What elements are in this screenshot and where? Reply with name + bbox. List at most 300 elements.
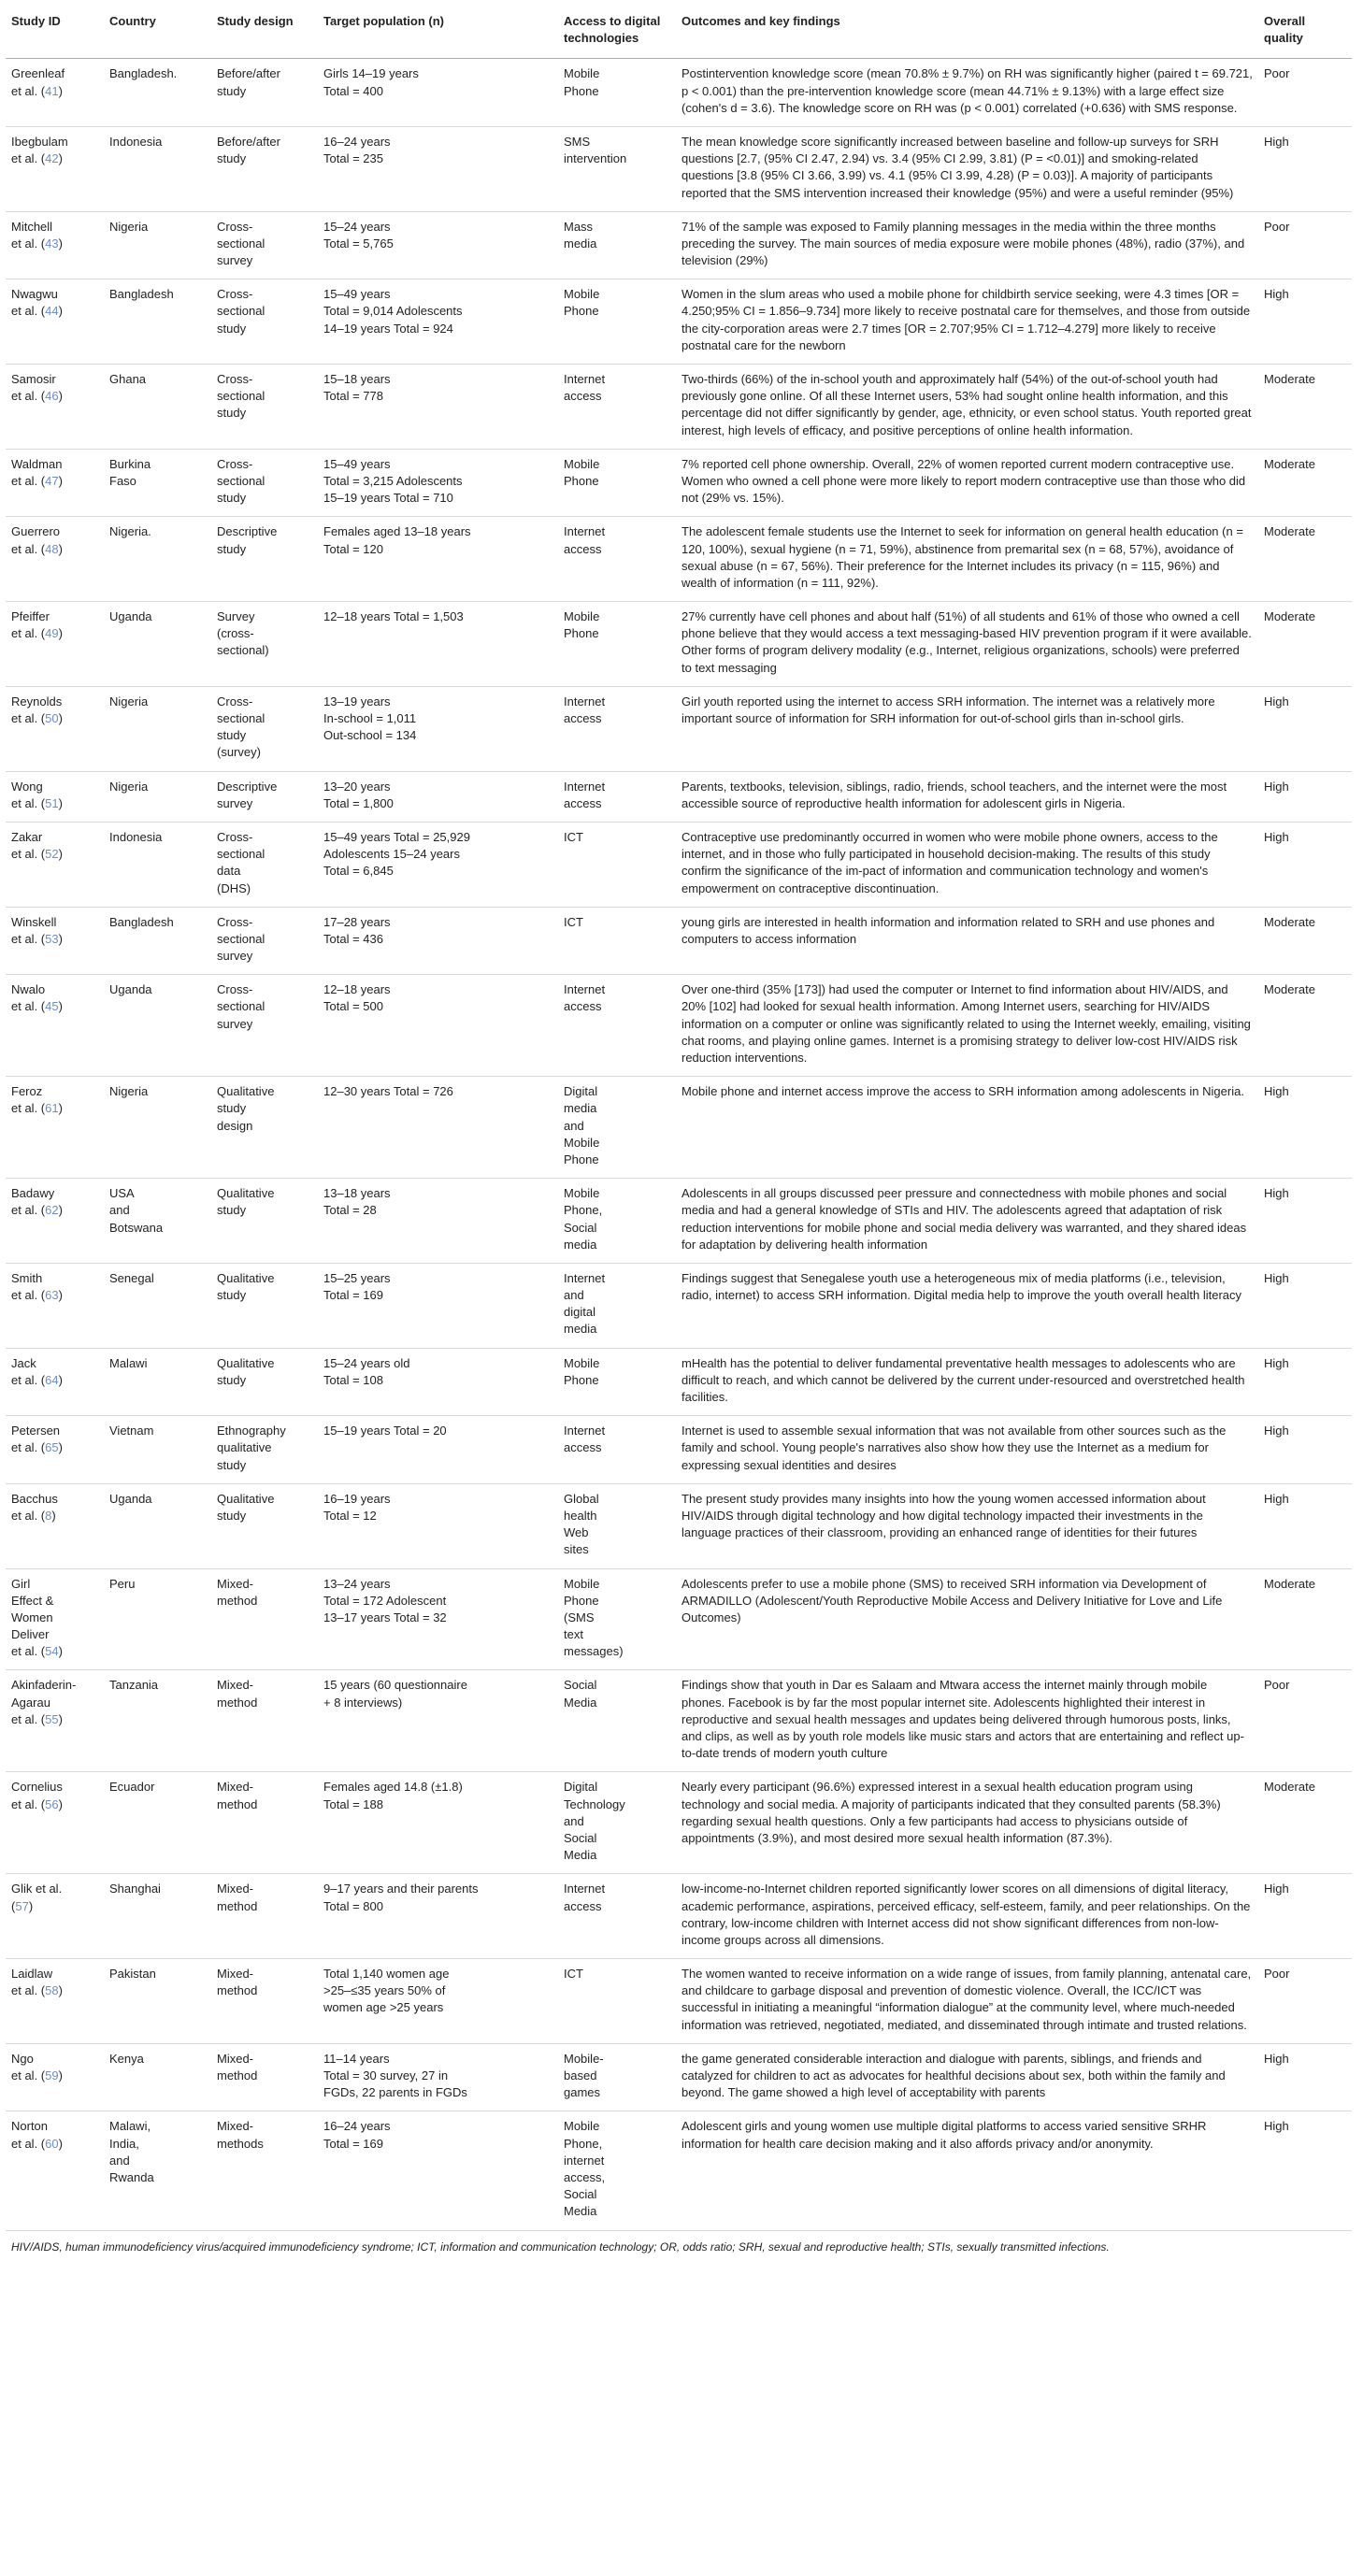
study-id-text: Petersen xyxy=(11,1424,61,1438)
access-cell-line: Phone xyxy=(564,304,599,319)
target-population-cell-line: 9–17 years and their parents xyxy=(323,1882,479,1896)
study-id-text: et al. ( xyxy=(11,304,46,319)
access-cell xyxy=(558,365,676,450)
study-id-line xyxy=(11,1100,98,1117)
study-id-text: et al. ( xyxy=(11,473,46,488)
country-cell xyxy=(104,1179,211,1264)
study-design-cell-line: Cross- xyxy=(217,694,253,708)
table-row xyxy=(6,1077,1352,1179)
study-design-cell-line: Qualitative xyxy=(217,1084,275,1099)
column-header-access: Access to digital technologies xyxy=(558,0,676,59)
table-row xyxy=(6,975,1352,1077)
outcomes-findings-cell: Girl youth reported using the internet to access SRH information. The internet was a relatively more important source of information for SRH information for out-of-school girls than in-school girls. xyxy=(676,686,1258,771)
study-id-text: et al. ( xyxy=(11,931,46,946)
reference-close-paren: ) xyxy=(58,541,63,556)
access-cell-line: Technology xyxy=(564,1796,625,1811)
reference-close-paren: ) xyxy=(58,711,63,725)
reference-close-paren: ) xyxy=(58,931,63,946)
overall-quality-cell: High xyxy=(1258,1874,1352,1959)
target-population-cell-line: Total = 169 xyxy=(323,2136,383,2151)
target-population-cell-line: In-school = 1,011 xyxy=(323,711,417,725)
reference-link[interactable]: 50 xyxy=(45,711,59,725)
study-id-text: et al. ( xyxy=(11,1288,46,1303)
reference-link[interactable]: 55 xyxy=(45,1711,59,1726)
access-cell-line: ICT xyxy=(564,914,583,929)
access-cell-line: Phone xyxy=(564,473,599,488)
study-id-line xyxy=(11,134,98,150)
study-id-cell xyxy=(6,1416,104,1484)
study-design-cell xyxy=(211,59,318,127)
country-cell-line: Uganda xyxy=(109,609,152,624)
country-cell-line: Shanghai xyxy=(109,1882,161,1896)
study-id-cell xyxy=(6,975,104,1077)
study-design-cell xyxy=(211,822,318,907)
target-population-cell-line: 17–28 years xyxy=(323,914,391,929)
country-cell-line: Nigeria xyxy=(109,694,149,708)
country-cell xyxy=(104,907,211,975)
study-id-line xyxy=(11,846,98,863)
target-population-cell-line: 15–18 years xyxy=(323,372,391,386)
study-id-text: Greenleaf xyxy=(11,66,65,81)
study-design-cell-line: study xyxy=(217,1457,247,1472)
target-population-cell-line: Total = 9,014 Adolescents xyxy=(323,304,463,319)
study-id-line xyxy=(11,1711,98,1728)
study-id-text: et al. ( xyxy=(11,236,46,250)
overall-quality-cell: High xyxy=(1258,279,1352,365)
study-id-text: Pfeiffer xyxy=(11,609,50,624)
study-id-cell xyxy=(6,1772,104,1874)
reference-close-paren: ) xyxy=(58,1711,63,1726)
study-id-text: Feroz xyxy=(11,1084,43,1099)
access-cell-line: Global xyxy=(564,1491,599,1506)
reference-close-paren: ) xyxy=(58,304,63,319)
target-population-cell xyxy=(318,975,558,1077)
study-design-cell-line: method xyxy=(217,1898,258,1913)
study-id-line xyxy=(11,779,98,795)
reference-link[interactable]: 64 xyxy=(45,1372,59,1387)
study-id-line xyxy=(11,65,98,82)
country-cell xyxy=(104,822,211,907)
study-design-cell-line: survey xyxy=(217,253,253,268)
table-row xyxy=(6,1568,1352,1670)
country-cell-line: Ghana xyxy=(109,372,147,386)
access-cell-line: Media xyxy=(564,1848,597,1863)
study-id-line xyxy=(11,1439,98,1456)
access-cell-line: Internet xyxy=(564,982,606,997)
access-cell xyxy=(558,1348,676,1416)
country-cell-line: Nigeria. xyxy=(109,524,151,539)
study-design-cell-line: study xyxy=(217,1203,247,1218)
country-cell-line: Tanzania xyxy=(109,1678,159,1693)
reference-link[interactable]: 8 xyxy=(45,1508,52,1523)
reference-close-paren: ) xyxy=(58,1101,63,1116)
access-cell-line: access xyxy=(564,711,602,725)
study-id-cell xyxy=(6,1077,104,1179)
study-id-line xyxy=(11,388,98,405)
study-id-line xyxy=(11,1796,98,1813)
study-design-cell-line: (cross- xyxy=(217,626,254,641)
target-population-cell-line: Total = 800 xyxy=(323,1898,383,1913)
study-id-line xyxy=(11,1508,98,1524)
study-id-text: Smith xyxy=(11,1270,43,1285)
reference-close-paren: ) xyxy=(58,1983,63,1998)
study-id-cell xyxy=(6,211,104,279)
country-cell-line: USA xyxy=(109,1186,135,1201)
overall-quality-cell: Poor xyxy=(1258,1959,1352,2044)
country-cell-line: Bangladesh xyxy=(109,914,174,929)
reference-close-paren: ) xyxy=(58,1796,63,1811)
study-id-line xyxy=(11,303,98,320)
access-cell-line: Digital xyxy=(564,1084,598,1099)
outcomes-findings-cell: 7% reported cell phone ownership. Overall, 22% of women reported current modern contraceptive use. Women who owned a cell phone were more likely to report modern contraceptive use than those who did not (29% vs. 15%). xyxy=(676,449,1258,517)
target-population-cell-line: Total = 6,845 xyxy=(323,864,394,879)
access-cell xyxy=(558,907,676,975)
study-design-cell xyxy=(211,449,318,517)
study-design-cell xyxy=(211,517,318,602)
study-id-text: Akinfaderin- xyxy=(11,1678,77,1693)
country-cell-line: Senegal xyxy=(109,1270,154,1285)
study-design-cell-line: methods xyxy=(217,2136,264,2151)
table-row xyxy=(6,907,1352,975)
target-population-cell-line: Out-school = 134 xyxy=(323,728,417,743)
outcomes-findings-cell: 27% currently have cell phones and about half (51%) of all students and 61% of those who owned a cell phone believe that they would access a text messaging-based HIV prevention program if it were available. Other forms of program delivery modality (e.g., Internet, religious organizations, schools) were preferred to text messaging xyxy=(676,602,1258,687)
study-design-cell-line: study xyxy=(217,491,247,506)
study-id-text: Bacchus xyxy=(11,1491,58,1506)
study-id-line xyxy=(11,795,98,812)
target-population-cell xyxy=(318,1348,558,1416)
country-cell xyxy=(104,1772,211,1874)
target-population-cell-line: Total = 108 xyxy=(323,1372,383,1387)
outcomes-findings-cell: Findings suggest that Senegalese youth use a heterogeneous mix of media platforms (i.e., television, radio, internet) to access SRH information. Digital media help to improve the youth overall health literacy xyxy=(676,1263,1258,1348)
reference-close-paren: ) xyxy=(58,2136,63,2151)
study-id-line xyxy=(11,1491,98,1508)
reference-close-paren: ) xyxy=(58,1203,63,1218)
access-cell-line: access xyxy=(564,389,602,404)
study-id-line xyxy=(11,523,98,540)
study-id-line xyxy=(11,1593,98,1610)
target-population-cell-line: 15–24 years xyxy=(323,219,391,234)
target-population-cell-line: 15–49 years xyxy=(323,287,391,302)
target-population-cell xyxy=(318,1874,558,1959)
study-design-cell-line: Cross- xyxy=(217,982,253,997)
outcomes-findings-cell: The adolescent female students use the Internet to seek for information on general health education (n = 120, 100%), sexual hygiene (n = 71, 59%), abstinence from premarital sex (n = 68, 57%), avoidance of sexual abuse (n = 67, 56%). Their preference for the Internet includes its privacy (n = 115, 96%) and wealth of information (n = 111, 92%). xyxy=(676,517,1258,602)
study-id-line xyxy=(11,1270,98,1287)
access-cell xyxy=(558,975,676,1077)
target-population-cell-line: 15–49 years xyxy=(323,456,391,471)
study-id-cell xyxy=(6,771,104,822)
study-design-cell-line: Qualitative xyxy=(217,1491,275,1506)
overall-quality-cell: High xyxy=(1258,1077,1352,1179)
study-design-cell-line: survey xyxy=(217,1016,253,1031)
country-cell xyxy=(104,1348,211,1416)
study-id-line xyxy=(11,1355,98,1372)
study-design-cell xyxy=(211,1483,318,1568)
study-id-text: et al. ( xyxy=(11,847,46,862)
study-design-cell-line: Mixed- xyxy=(217,2119,254,2134)
study-id-cell xyxy=(6,2043,104,2111)
reference-close-paren: ) xyxy=(58,83,63,98)
access-cell-line: Mobile xyxy=(564,1186,600,1201)
access-cell-line: Mobile xyxy=(564,2119,600,2134)
study-design-cell-line: data xyxy=(217,864,241,879)
reference-close-paren: ) xyxy=(58,1288,63,1303)
study-id-line xyxy=(11,1966,98,1982)
study-id-cell xyxy=(6,126,104,211)
study-id-cell xyxy=(6,1568,104,1670)
target-population-cell xyxy=(318,1568,558,1670)
target-population-cell-line: Total = 1,800 xyxy=(323,795,394,810)
target-population-cell-line: + 8 interviews) xyxy=(323,1695,403,1710)
overall-quality-cell: High xyxy=(1258,1179,1352,1264)
overall-quality-cell: Moderate xyxy=(1258,975,1352,1077)
study-id-text: Women xyxy=(11,1610,53,1624)
study-id-cell xyxy=(6,822,104,907)
access-cell-line: and xyxy=(564,1118,584,1133)
reference-link[interactable]: 45 xyxy=(45,999,59,1014)
access-cell-line: Phone, xyxy=(564,2136,603,2151)
reference-link[interactable]: 43 xyxy=(45,236,59,250)
access-cell-line: based xyxy=(564,2068,597,2082)
target-population-cell-line: Total 1,140 women age xyxy=(323,1967,450,1982)
target-population-cell xyxy=(318,59,558,127)
study-id-cell xyxy=(6,449,104,517)
target-population-cell-line: 16–24 years xyxy=(323,2119,391,2134)
reference-link[interactable]: 65 xyxy=(45,1440,59,1455)
access-cell xyxy=(558,1772,676,1874)
study-id-line xyxy=(11,998,98,1015)
reference-link[interactable]: 48 xyxy=(45,541,59,556)
study-design-cell-line: sectional xyxy=(217,931,265,946)
study-id-line xyxy=(11,1423,98,1439)
study-id-line xyxy=(11,608,98,625)
reference-link[interactable]: 42 xyxy=(45,151,59,166)
target-population-cell xyxy=(318,211,558,279)
target-population-cell-line: 15–25 years xyxy=(323,1270,391,1285)
study-id-cell xyxy=(6,517,104,602)
study-id-text: et al. ( xyxy=(11,541,46,556)
study-design-cell-line: sectional) xyxy=(217,643,269,658)
country-cell xyxy=(104,59,211,127)
study-design-cell-line: design xyxy=(217,1118,253,1133)
target-population-cell-line: 11–14 years xyxy=(323,2051,390,2066)
study-id-text: Deliver xyxy=(11,1627,50,1642)
study-id-line xyxy=(11,1202,98,1219)
overall-quality-cell: High xyxy=(1258,771,1352,822)
study-id-line xyxy=(11,1576,98,1593)
reference-close-paren: ) xyxy=(58,795,63,810)
study-design-cell-line: qualitative xyxy=(217,1440,272,1455)
reference-link[interactable]: 53 xyxy=(45,931,59,946)
country-cell-line: Indonesia xyxy=(109,134,163,149)
outcomes-findings-cell: Internet is used to assemble sexual information that was not available from other sources such as the family and school. Young people's narratives also show how they use the Internet as a medium for expressing sexual identities and desires xyxy=(676,1416,1258,1484)
study-id-line xyxy=(11,1610,98,1626)
study-id-line xyxy=(11,1185,98,1202)
reference-link[interactable]: 58 xyxy=(45,1983,59,1998)
study-id-line xyxy=(11,829,98,846)
study-design-cell xyxy=(211,1179,318,1264)
study-id-text: Waldman xyxy=(11,456,63,471)
reference-link[interactable]: 56 xyxy=(45,1796,59,1811)
study-design-cell xyxy=(211,1568,318,1670)
reference-link[interactable]: 63 xyxy=(45,1288,59,1303)
table-row xyxy=(6,2111,1352,2230)
outcomes-findings-cell: 71% of the sample was exposed to Family planning messages in the media within the three months preceding the survey. The main sources of media exposure were mobile phones (48%), radio (37%), and television (29%) xyxy=(676,211,1258,279)
target-population-cell-line: 13–24 years xyxy=(323,1576,391,1591)
study-id-text: et al. ( xyxy=(11,1440,46,1455)
access-cell-line: SMS xyxy=(564,134,591,149)
access-cell-line: games xyxy=(564,2085,601,2100)
reference-close-paren: ) xyxy=(58,473,63,488)
access-cell-line: Mobile xyxy=(564,1576,600,1591)
study-design-cell xyxy=(211,1416,318,1484)
study-design-cell-line: method xyxy=(217,1593,258,1608)
target-population-cell xyxy=(318,1959,558,2044)
study-design-cell-line: method xyxy=(217,1695,258,1710)
column-header-outcomes: Outcomes and key findings xyxy=(676,0,1258,59)
study-design-cell xyxy=(211,1263,318,1348)
reference-link[interactable]: 57 xyxy=(15,1898,29,1913)
country-cell-line: Uganda xyxy=(109,1491,152,1506)
study-design-cell-line: Cross- xyxy=(217,914,253,929)
study-design-cell-line: study xyxy=(217,151,247,166)
study-design-cell xyxy=(211,1874,318,1959)
country-cell xyxy=(104,1670,211,1772)
access-cell-line: and xyxy=(564,1288,584,1303)
access-cell-line: access, xyxy=(564,2169,606,2184)
access-cell xyxy=(558,126,676,211)
country-cell-line: Nigeria xyxy=(109,219,149,234)
reference-link[interactable]: 52 xyxy=(45,847,59,862)
target-population-cell-line: 12–30 years Total = 726 xyxy=(323,1084,453,1099)
study-design-cell-line: study xyxy=(217,321,247,336)
study-design-cell-line: Before/after xyxy=(217,66,280,81)
access-cell xyxy=(558,1959,676,2044)
access-cell-line: access xyxy=(564,541,602,556)
target-population-cell-line: 15–19 years Total = 20 xyxy=(323,1424,447,1438)
study-design-cell-line: survey xyxy=(217,949,253,964)
reference-link[interactable]: 41 xyxy=(45,83,59,98)
study-id-text: Girl xyxy=(11,1576,31,1591)
reference-link[interactable]: 51 xyxy=(45,795,59,810)
access-cell xyxy=(558,1874,676,1959)
access-cell-line: Social xyxy=(564,1678,597,1693)
study-design-cell-line: Mixed- xyxy=(217,1780,254,1795)
reference-link[interactable]: 59 xyxy=(45,2068,59,2082)
access-cell-line: media xyxy=(564,1237,597,1252)
target-population-cell xyxy=(318,907,558,975)
reference-link[interactable]: 47 xyxy=(45,473,59,488)
study-id-text: Glik et al. xyxy=(11,1882,63,1896)
target-population-cell-line: Total = 28 xyxy=(323,1203,377,1218)
reference-close-paren: ) xyxy=(58,151,63,166)
study-design-cell-line: (survey) xyxy=(217,745,261,760)
country-cell xyxy=(104,279,211,365)
study-id-cell xyxy=(6,59,104,127)
target-population-cell-line: 12–18 years xyxy=(323,982,391,997)
study-id-line xyxy=(11,541,98,558)
study-id-text: Agarau xyxy=(11,1695,50,1710)
target-population-cell-line: Females aged 13–18 years xyxy=(323,524,471,539)
access-cell xyxy=(558,1263,676,1348)
country-cell xyxy=(104,686,211,771)
study-id-cell xyxy=(6,2111,104,2230)
outcomes-findings-cell: Women in the slum areas who used a mobile phone for childbirth service seeking, were 4.3 times [OR = 4.250;95% CI = 1.856–9.734] more likely to receive postnatal care for themselves, and those from outside the city-corporation areas were 2.7 times [OR = 2.707;95% CI = 1.712–4.279] more likely to receive postnatal care for the newborn xyxy=(676,279,1258,365)
table-body xyxy=(6,59,1352,2230)
reference-link[interactable]: 60 xyxy=(45,2136,59,2151)
study-id-line xyxy=(11,286,98,303)
reference-link[interactable]: 44 xyxy=(45,304,59,319)
target-population-cell-line: Total = 120 xyxy=(323,541,383,556)
target-population-cell xyxy=(318,771,558,822)
study-id-line xyxy=(11,236,98,252)
column-header-target-population: Target population (n) xyxy=(318,0,558,59)
overall-quality-cell: High xyxy=(1258,2043,1352,2111)
study-design-cell-line: Mixed- xyxy=(217,1678,254,1693)
overall-quality-cell: Poor xyxy=(1258,211,1352,279)
reference-link[interactable]: 49 xyxy=(45,626,59,641)
reference-close-paren: ) xyxy=(58,1440,63,1455)
reference-link[interactable]: 62 xyxy=(45,1203,59,1218)
target-population-cell xyxy=(318,822,558,907)
reference-close-paren: ) xyxy=(58,847,63,862)
reference-link[interactable]: 54 xyxy=(45,1644,59,1659)
target-population-cell-line: 16–24 years xyxy=(323,134,391,149)
study-id-line xyxy=(11,1083,98,1100)
study-id-text: et al. ( xyxy=(11,1203,46,1218)
study-id-text: Nwagwu xyxy=(11,287,58,302)
target-population-cell-line: 13–17 years Total = 32 xyxy=(323,1610,447,1624)
study-id-line xyxy=(11,2051,98,2068)
target-population-cell xyxy=(318,1483,558,1568)
study-design-cell-line: study xyxy=(217,1101,247,1116)
study-id-text: Badawy xyxy=(11,1186,55,1201)
overall-quality-cell: Poor xyxy=(1258,59,1352,127)
access-cell-line: Social xyxy=(564,1220,597,1235)
table-row xyxy=(6,1670,1352,1772)
study-design-cell-line: study xyxy=(217,1372,247,1387)
target-population-cell-line: 13–20 years xyxy=(323,779,391,794)
outcomes-findings-cell: Adolescent girls and young women use multiple digital platforms to access varied sensitive SRHR information for health care decision making and it also affords privacy and/or anonymity. xyxy=(676,2111,1258,2230)
access-cell-line: access xyxy=(564,1440,602,1455)
access-cell-line: Web xyxy=(564,1525,589,1540)
overall-quality-cell: Moderate xyxy=(1258,449,1352,517)
study-design-cell xyxy=(211,907,318,975)
study-design-cell-line: Mixed- xyxy=(217,1967,254,1982)
table-row xyxy=(6,211,1352,279)
study-design-cell-line: Ethnography xyxy=(217,1424,286,1438)
study-id-cell xyxy=(6,907,104,975)
study-id-line xyxy=(11,473,98,490)
overall-quality-cell: Moderate xyxy=(1258,365,1352,450)
study-id-line xyxy=(11,1881,98,1897)
access-cell-line: Mobile xyxy=(564,609,600,624)
target-population-cell-line: Total = 169 xyxy=(323,1288,383,1303)
reference-link[interactable]: 46 xyxy=(45,389,59,404)
study-design-cell xyxy=(211,1348,318,1416)
country-cell-line: Peru xyxy=(109,1576,136,1591)
study-design-cell xyxy=(211,279,318,365)
access-cell-line: media xyxy=(564,1322,597,1337)
study-design-cell-line: Mixed- xyxy=(217,2051,254,2066)
study-id-line xyxy=(11,625,98,642)
study-design-cell xyxy=(211,365,318,450)
overall-quality-cell: High xyxy=(1258,1416,1352,1484)
study-design-cell-line: Mixed- xyxy=(217,1882,254,1896)
access-cell-line: Internet xyxy=(564,1882,606,1896)
reference-link[interactable]: 61 xyxy=(45,1101,59,1116)
country-cell xyxy=(104,1568,211,1670)
study-design-cell-line: method xyxy=(217,2068,258,2082)
